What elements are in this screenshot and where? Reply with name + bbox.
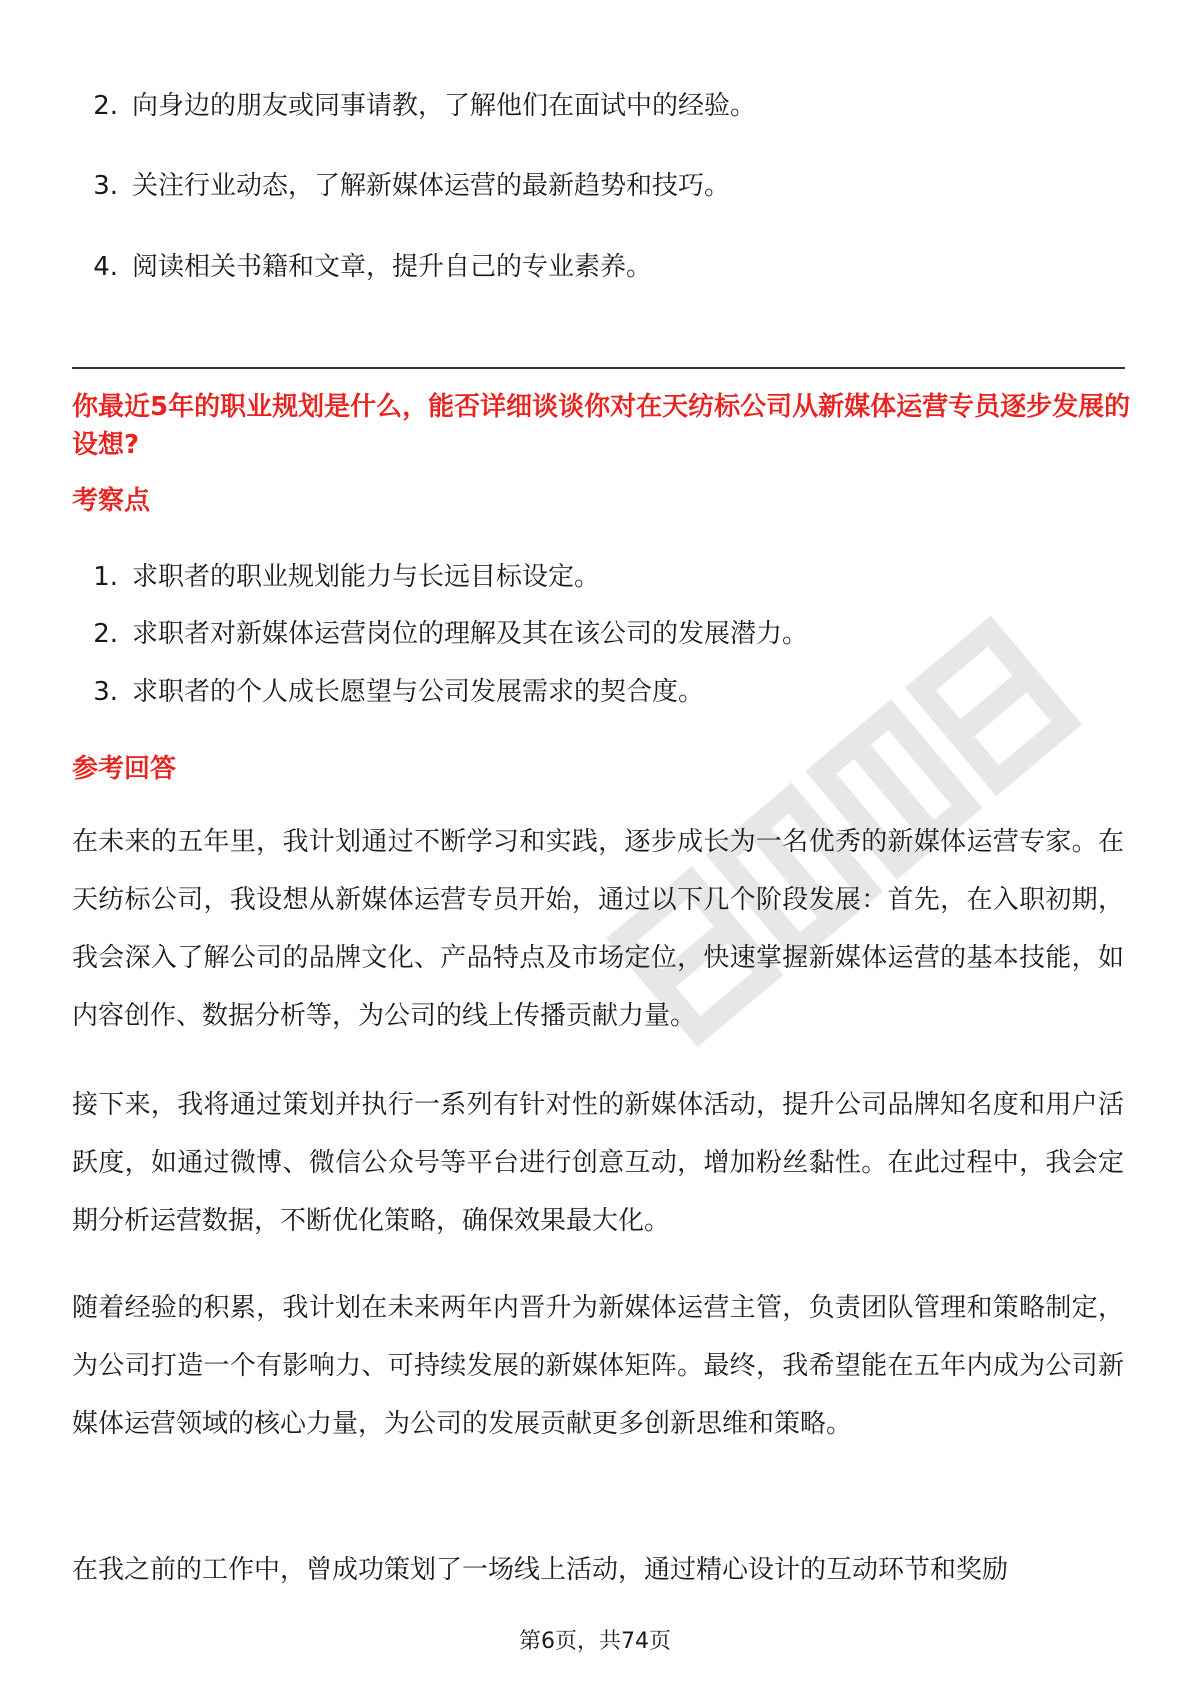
answer-paragraph: 随着经验的积累，我计划在未来两年内晋升为新媒体运营主管，负责团队管理和策略制定，为公司打造一个有影响力、可持续发展的新媒体矩阵。最终，我希望能在五年内成为公司新媒体运营领域的核心力量，为公司的发展贡献更多创新思维和策略。 xyxy=(72,1293,1124,1439)
list-number: 4. xyxy=(93,252,118,282)
list-item xyxy=(72,672,704,712)
list-item xyxy=(72,557,600,597)
list-item-text: 求职者对新媒体运营岗位的理解及其在该公司的发展潜力。 xyxy=(132,619,809,649)
interview-question: 你最近5年的职业规划是什么，能否详细谈谈你对在天纺标公司从新媒体运营专员逐步发展的设想? xyxy=(72,392,1131,460)
answer-heading: 参考回答 xyxy=(72,754,177,784)
page-footer: 第6页，共74页 xyxy=(519,1629,671,1654)
list-number: 3. xyxy=(93,677,118,707)
list-item xyxy=(72,166,730,206)
list-item xyxy=(72,86,756,126)
list-item-text: 求职者的个人成长愿望与公司发展需求的契合度。 xyxy=(132,677,705,707)
list-item xyxy=(72,247,652,287)
list-item-text: 阅读相关书籍和文章，提升自己的专业素养。 xyxy=(132,252,653,282)
list-number: 2. xyxy=(93,91,118,121)
list-item-text: 关注行业动态，了解新媒体运营的最新趋势和技巧。 xyxy=(132,171,731,201)
answer-paragraph: 在我之前的工作中，曾成功策划了一场线上活动，通过精心设计的互动环节和奖励 xyxy=(72,1555,1009,1585)
list-number: 3. xyxy=(93,171,118,201)
answer-paragraph: 在未来的五年里，我计划通过不断学习和实践，逐步成长为一名优秀的新媒体运营专家。在天纺标公司，我设想从新媒体运营专员开始，通过以下几个阶段发展：首先，在入职初期，我会深入了解公司的品牌文化、产品特点及市场定位，快速掌握新媒体运营的基本技能，如内容创作、数据分析等，为公司的线上传播贡献力量。 xyxy=(72,827,1124,1031)
list-number: 1. xyxy=(93,562,118,592)
list-item-text: 求职者的职业规划能力与长远目标设定。 xyxy=(132,562,601,592)
list-number: 2. xyxy=(93,619,118,649)
list-item-text: 向身边的朋友或同事请教，了解他们在面试中的经验。 xyxy=(132,91,757,121)
section-divider xyxy=(72,367,1125,369)
list-item xyxy=(72,614,808,654)
answer-paragraph: 接下来，我将通过策划并执行一系列有针对性的新媒体活动，提升公司品牌知名度和用户活跃度，如通过微博、微信公众号等平台进行创意互动，增加粉丝黏性。在此过程中，我会定期分析运营数据，不断优化策略，确保效果最大化。 xyxy=(72,1090,1124,1236)
focus-heading: 考察点 xyxy=(72,486,151,516)
